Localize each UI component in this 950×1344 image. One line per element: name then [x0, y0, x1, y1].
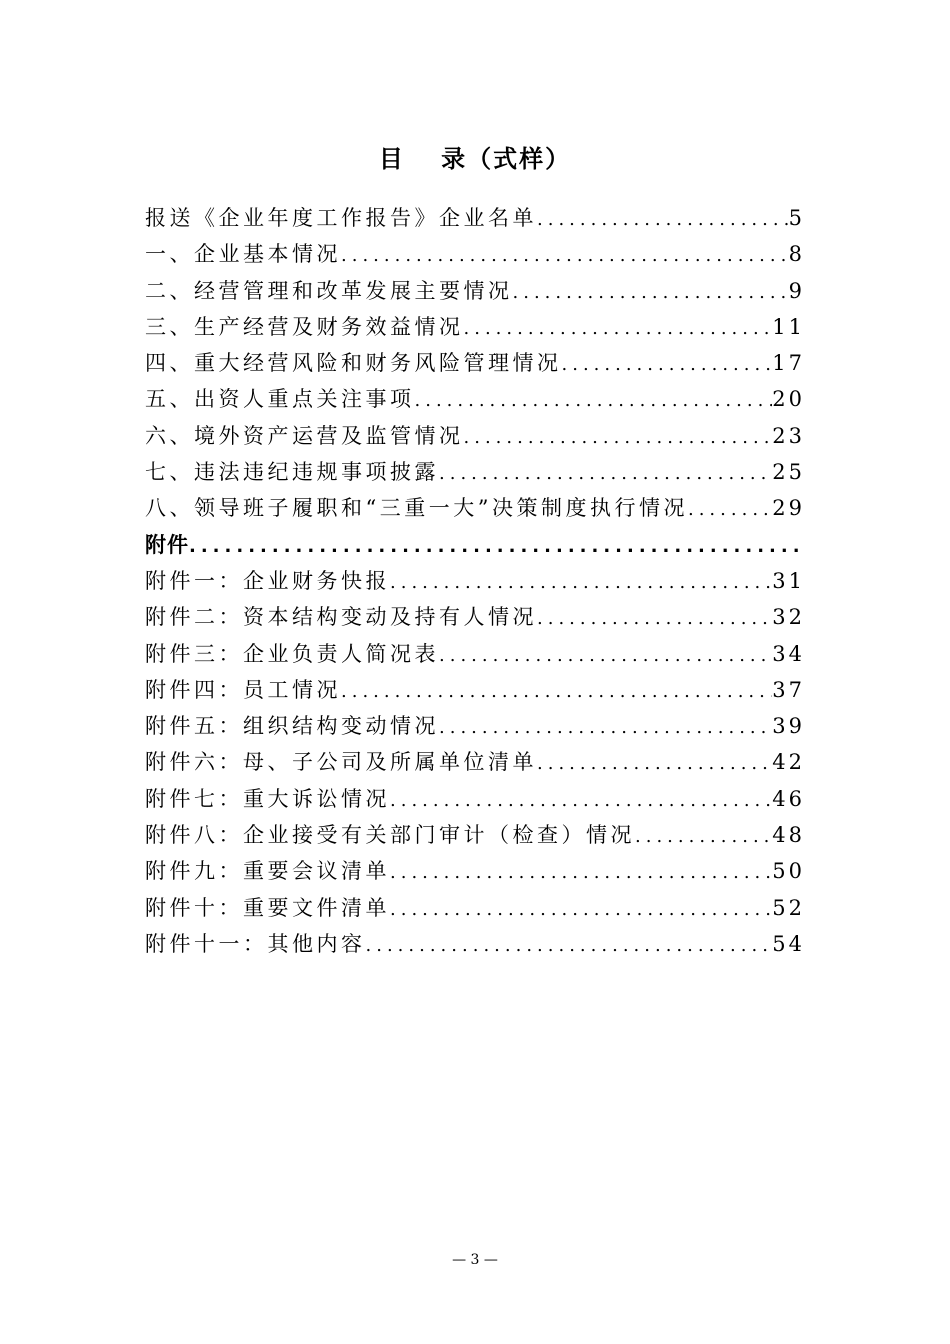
- toc-dot-leader: [537, 746, 772, 780]
- toc-page-number: 54: [772, 931, 805, 956]
- toc-entry[interactable]: [145, 381, 805, 417]
- toc-entry[interactable]: [145, 599, 805, 635]
- toc-entry-title: 七、违法违纪违规事项披露: [145, 460, 439, 485]
- toc-page-number: 32: [772, 605, 805, 630]
- toc-dot-leader: [341, 238, 789, 272]
- toc-entry-attachments-heading[interactable]: [145, 527, 805, 563]
- toc-dot-leader: [366, 928, 773, 962]
- toc-page-number: 20: [772, 387, 805, 412]
- toc-entry[interactable]: [145, 490, 805, 526]
- toc-page-number: 8: [788, 242, 805, 267]
- toc-entry-title: 附件二：资本结构变动及持有人情况: [145, 605, 537, 630]
- toc-entry-title: 附件十一：其他内容: [145, 931, 366, 956]
- toc-page-number: 11: [772, 314, 805, 339]
- toc-dot-leader: [464, 311, 773, 345]
- toc-entry[interactable]: [145, 744, 805, 780]
- toc-entry[interactable]: [145, 926, 805, 962]
- toc-entry-title: 附件八：企业接受有关部门审计（检查）情况: [145, 823, 635, 848]
- toc-entry-title: 一、企业基本情况: [145, 242, 341, 267]
- toc-entry-title: 附件三：企业负责人简况表: [145, 641, 439, 666]
- toc-entry-title: 附件四：员工情况: [145, 677, 341, 702]
- page-title: 目 录（式样）: [378, 145, 572, 173]
- toc-entry-title: 八、领导班子履职和“三重一大”决策制度执行情况: [145, 496, 688, 521]
- toc-dot-leader: [390, 783, 772, 817]
- toc-dot-leader: [439, 638, 772, 672]
- toc-dot-leader: [464, 420, 773, 454]
- toc-dot-leader: [688, 492, 772, 526]
- toc-dot-leader: [439, 710, 772, 744]
- toc-entry[interactable]: [145, 345, 805, 381]
- toc-page-number: 46: [772, 786, 805, 811]
- toc-page-number: 5: [788, 206, 805, 230]
- toc-entry[interactable]: [145, 817, 805, 853]
- toc-entry-title: 附件六：母、子公司及所属单位清单: [145, 750, 537, 775]
- toc-page-number: 39: [772, 714, 805, 739]
- toc-entry[interactable]: [145, 236, 805, 272]
- toc-page-number: 9: [788, 278, 805, 303]
- toc-entry[interactable]: [145, 418, 805, 454]
- toc-entry[interactable]: [145, 454, 805, 490]
- toc-page-number: 25: [772, 460, 805, 485]
- toc-entry[interactable]: [145, 781, 805, 817]
- toc-dot-leader: [562, 347, 773, 381]
- toc-entry-title: 附件: [145, 532, 189, 557]
- toc-dot-leader: [341, 674, 772, 708]
- toc-page-number: 37: [772, 677, 805, 702]
- toc-page-number: 34: [772, 641, 805, 666]
- toc-dot-leader: [537, 601, 772, 635]
- toc-entry-title: 四、重大经营风险和财务风险管理情况: [145, 351, 562, 376]
- toc-entry-title: 报送《企业年度工作报告》企业名单: [145, 206, 537, 230]
- toc-dot-leader: [390, 855, 772, 889]
- toc-entry-title: 附件七：重大诉讼情况: [145, 786, 390, 811]
- toc-dot-leader: [537, 202, 789, 236]
- table-of-contents: [145, 200, 805, 962]
- toc-page-number: 29: [772, 496, 805, 521]
- toc-entry-title: 附件十：重要文件清单: [145, 895, 390, 920]
- toc-page-number: 52: [772, 895, 805, 920]
- toc-entry-title: 附件九：重要会议清单: [145, 859, 390, 884]
- toc-entry-title: 二、经营管理和改革发展主要情况: [145, 278, 513, 303]
- toc-dot-leader: [415, 383, 773, 417]
- toc-entry-title: 附件一：企业财务快报: [145, 568, 390, 593]
- toc-entry[interactable]: [145, 636, 805, 672]
- toc-entry[interactable]: [145, 309, 805, 345]
- toc-entry[interactable]: [145, 672, 805, 708]
- toc-page-number: 50: [772, 859, 805, 884]
- toc-page-number: 48: [772, 823, 805, 848]
- toc-dot-leader: [390, 565, 772, 599]
- toc-entry[interactable]: [145, 563, 805, 599]
- toc-entry[interactable]: [145, 200, 805, 236]
- toc-entry[interactable]: [145, 853, 805, 889]
- toc-entry[interactable]: [145, 708, 805, 744]
- toc-entry-title: 六、境外资产运营及监管情况: [145, 423, 464, 448]
- toc-page-number: 17: [772, 351, 805, 376]
- page-number-footer: — 3 —: [452, 1252, 498, 1268]
- toc-entry-title: 附件五：组织结构变动情况: [145, 714, 439, 739]
- toc-dot-leader: [390, 892, 772, 926]
- toc-entry[interactable]: [145, 890, 805, 926]
- toc-dot-leader: [513, 275, 789, 309]
- toc-page-number: 42: [772, 750, 805, 775]
- toc-entry-title: 五、出资人重点关注事项: [145, 387, 415, 412]
- toc-entry[interactable]: [145, 273, 805, 309]
- toc-page-number: 23: [772, 423, 805, 448]
- toc-dot-leader: [635, 819, 772, 853]
- toc-page-number: 31: [772, 568, 805, 593]
- toc-entry-title: 三、生产经营及财务效益情况: [145, 314, 464, 339]
- toc-dot-leader: [439, 456, 772, 490]
- toc-dot-leader: [189, 529, 805, 563]
